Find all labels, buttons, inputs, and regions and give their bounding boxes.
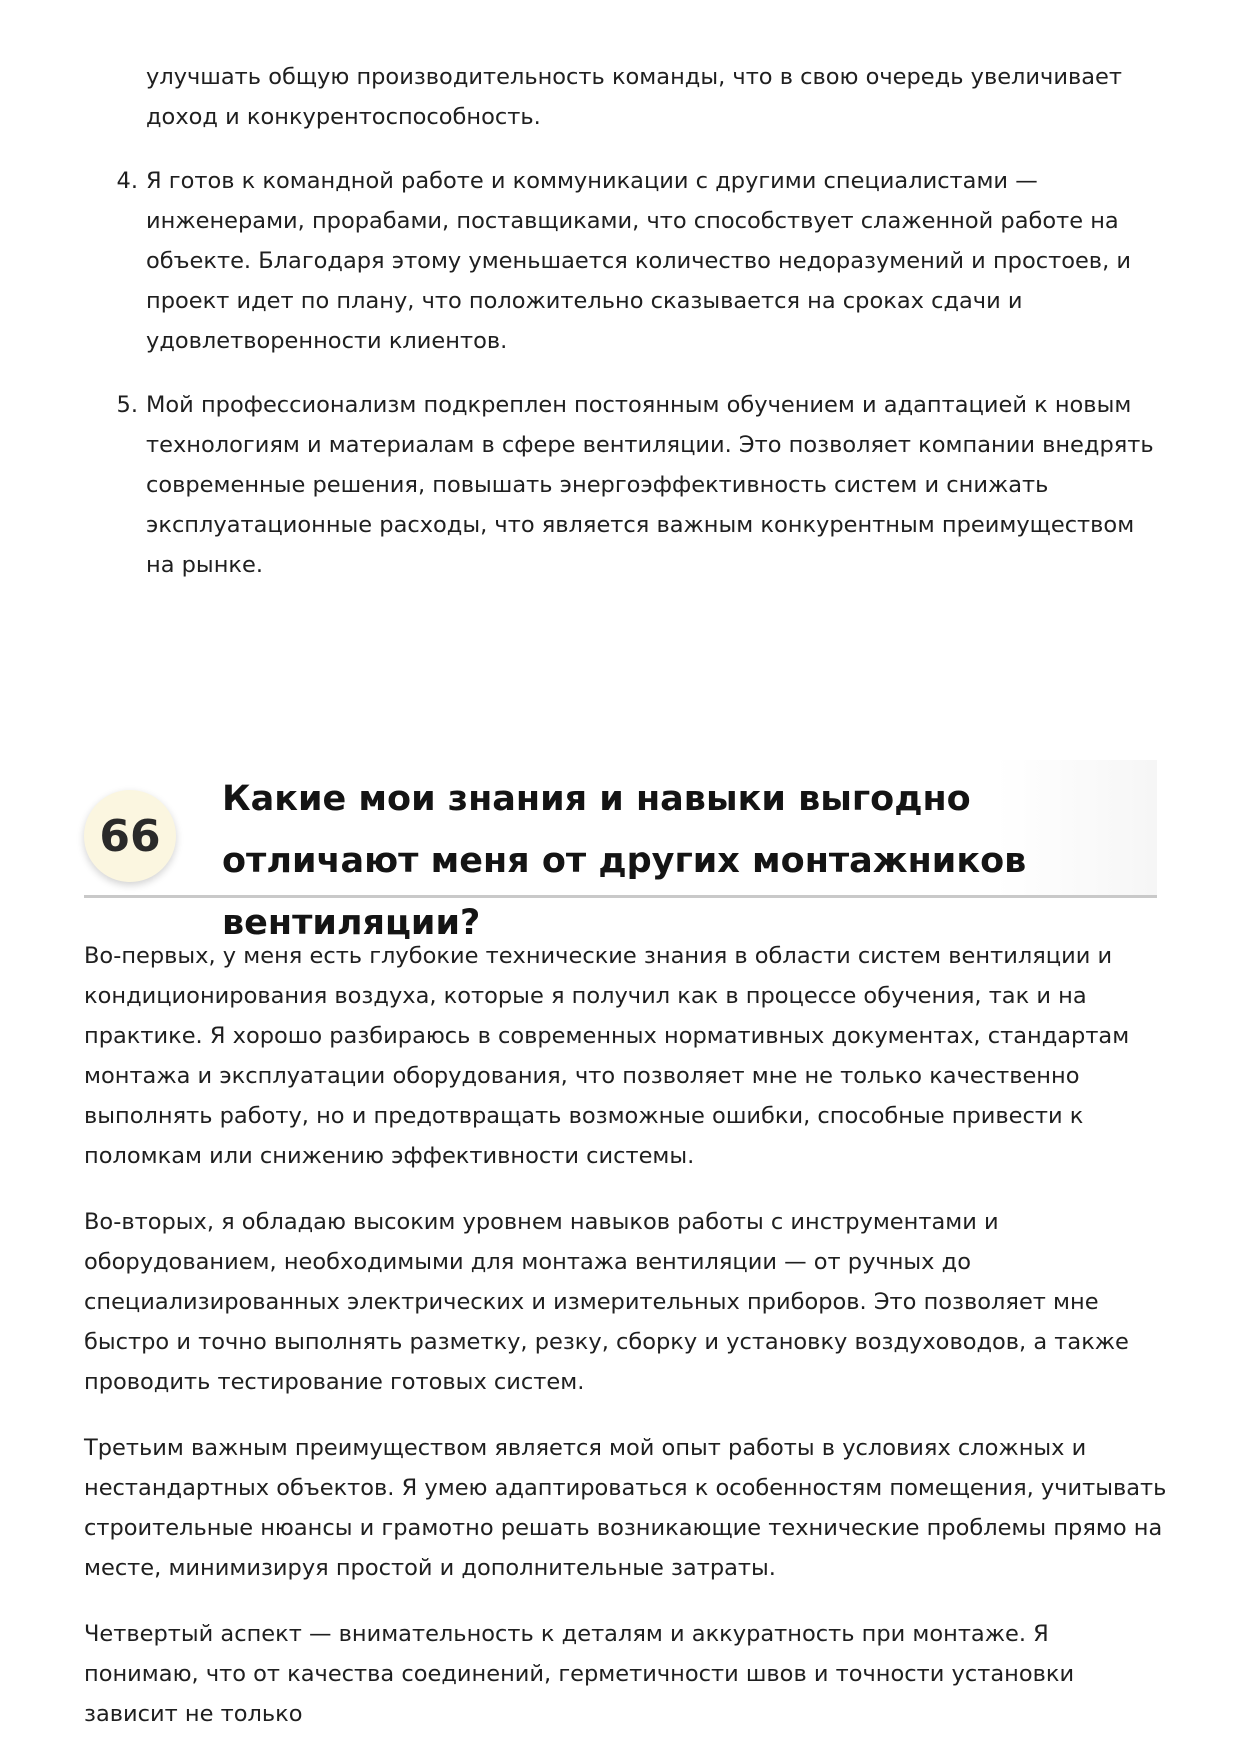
list-item-text: Я готов к командной работе и коммуникации с другими специалистами — инженерами, прорабами, поставщиками, что способствует слаженной работе на объекте. Благодаря этому уменьшается количество недоразумений и простоев, и проект идет по плану, что положительно сказывается на сроках сдачи и удовлетворенности клиентов. xyxy=(146,168,1131,354)
list-item-text: Мой профессионализм подкреплен постоянным обучением и адаптацией к новым технологиям и материалам в сфере вентиляции. Это позволяет компании внедрять современные решения, повышать энергоэффективность систем и снижать эксплуатационные расходы, что является важным конкурентным преимуществом на рынке. xyxy=(146,392,1154,578)
answer-paragraph: Во-первых, у меня есть глубокие технические знания в области систем вентиляции и кондиционирования воздуха, которые я получил как в процессе обучения, так и на практике. Я хорошо разбираюсь в современных нормативных документах, стандартам монтажа и эксплуатации оборудования, что позволяет мне не только качественно выполнять работу, но и предотвращать возможные ошибки, способные привести к поломкам или снижению эффективности системы. xyxy=(84,943,1130,1169)
list-item-continued-text: улучшать общую производительность команды, что в свою очередь увеличивает доход и конкурентоспособность. xyxy=(146,64,1122,130)
list-item-number: 5. xyxy=(116,392,138,418)
answer-list-continuation xyxy=(84,57,1164,609)
question-header xyxy=(84,760,1157,943)
answer-paragraph: Во-вторых, я обладаю высоким уровнем навыков работы с инструментами и оборудованием, необходимыми для монтажа вентиляции — от ручных до специализированных электрических и измерительных приборов. Это позволяет мне быстро и точно выполнять разметку, резку, сборку и установку воздуховодов, а также проводить тестирование готовых систем. xyxy=(84,1209,1129,1395)
question-title: Какие мои знания и навыки выгодно отличают меня от других монтажников вентиляции? xyxy=(222,779,1027,943)
list-item xyxy=(84,161,1164,361)
question-number-badge: 66 xyxy=(84,790,176,882)
answer-body xyxy=(84,936,1169,1760)
list-item-number: 4. xyxy=(116,168,138,194)
answer-paragraph: Четвертый аспект — внимательность к деталям и аккуратность при монтаже. Я понимаю, что от качества соединений, герметичности швов и точности установки зависит не только xyxy=(84,1621,1075,1727)
list-item xyxy=(84,385,1164,585)
answer-paragraph: Третьим важным преимуществом является мой опыт работы в условиях сложных и нестандартных объектов. Я умею адаптироваться к особенностям помещения, учитывать строительные нюансы и грамотно решать возникающие технические проблемы прямо на месте, минимизируя простой и дополнительные затраты. xyxy=(84,1435,1167,1581)
